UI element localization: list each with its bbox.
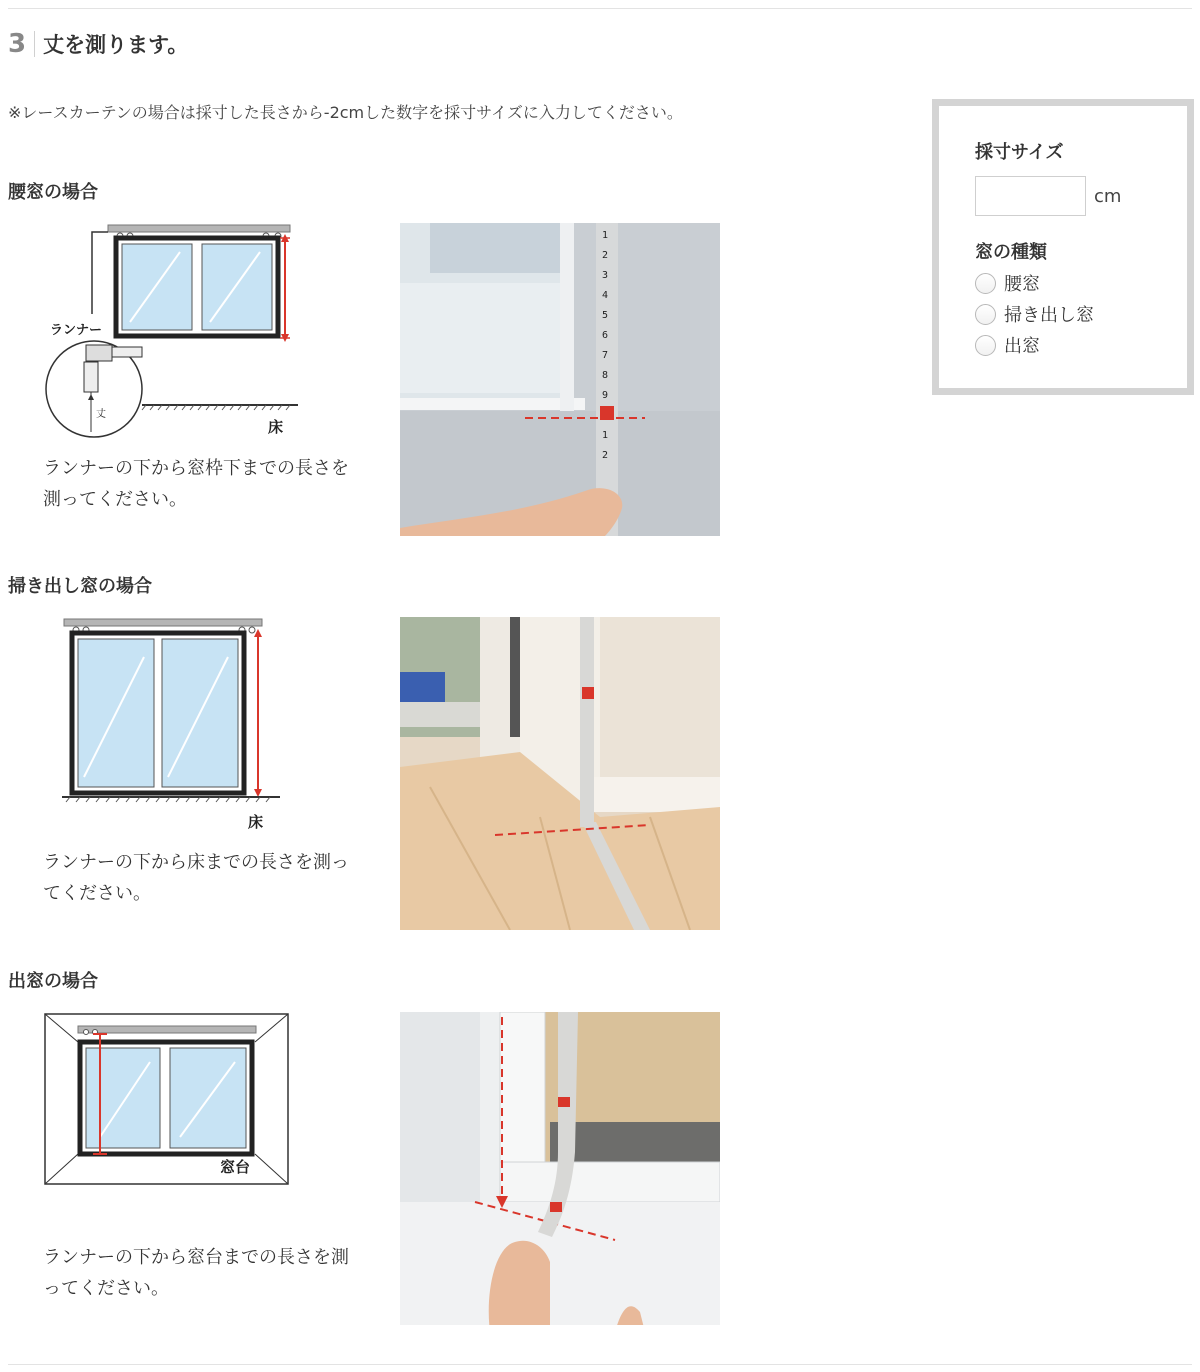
radio-option-floor-window[interactable] [975, 302, 1187, 326]
length-label: 丈 [96, 409, 106, 420]
svg-text:2: 2 [602, 250, 609, 261]
size-input[interactable] [975, 176, 1086, 216]
floor-label: 床 [268, 418, 284, 436]
bottom-divider [8, 1364, 1192, 1365]
lace-curtain-note: ※レースカーテンの場合は採寸した長さから-2cmした数字を採寸サイズに入力してください。 [8, 103, 683, 122]
svg-text:4: 4 [602, 290, 609, 301]
svg-text:5: 5 [602, 310, 609, 321]
window-type-label: 窓の種類 [975, 242, 1047, 263]
size-row [975, 176, 1187, 216]
case-title-waist-window: 腰窓の場合 [8, 182, 98, 203]
case-description-waist-window: ランナーの下から窓枠下までの長さを測ってください。 [43, 458, 349, 510]
step-heading [8, 28, 188, 60]
measurement-panel [932, 99, 1194, 395]
floor-label: 床 [248, 813, 264, 831]
waist-window-photo [400, 223, 720, 536]
svg-text:1: 1 [602, 230, 609, 241]
runner-label: ランナー [50, 323, 103, 338]
svg-text:9: 9 [602, 390, 609, 401]
radio-circle-icon[interactable] [975, 273, 996, 294]
radio-option-bay-window[interactable] [975, 333, 1187, 357]
floor-window-photo [400, 617, 720, 930]
svg-text:8: 8 [602, 370, 609, 381]
step-title: 丈を測ります。 [43, 33, 189, 57]
svg-text:2: 2 [602, 450, 609, 461]
bay-window-diagram [40, 1012, 295, 1187]
svg-text:7: 7 [602, 350, 609, 361]
svg-text:6: 6 [602, 330, 609, 341]
size-label: 採寸サイズ [975, 142, 1064, 163]
size-unit: cm [1094, 185, 1122, 207]
radio-circle-icon[interactable] [975, 304, 996, 325]
radio-label: 出窓 [1004, 336, 1040, 357]
floor-window-diagram [40, 617, 300, 832]
radio-circle-icon[interactable] [975, 335, 996, 356]
sill-label: 窓台 [220, 1158, 251, 1176]
case-title-floor-window: 掃き出し窓の場合 [8, 576, 152, 597]
bay-window-photo [400, 1012, 720, 1325]
case-title-bay-window: 出窓の場合 [8, 971, 98, 992]
top-divider [8, 8, 1192, 9]
case-description-bay-window: ランナーの下から窓台までの長さを測ってください。 [43, 1247, 349, 1299]
svg-text:3: 3 [602, 270, 609, 281]
waist-window-diagram [40, 222, 300, 442]
svg-text:1: 1 [602, 430, 609, 441]
step-number: 3 [8, 31, 35, 57]
radio-label: 掃き出し窓 [1004, 305, 1094, 326]
radio-label: 腰窓 [1004, 274, 1040, 295]
radio-option-waist-window[interactable] [975, 271, 1187, 295]
case-description-floor-window: ランナーの下から床までの長さを測ってください。 [43, 852, 349, 904]
